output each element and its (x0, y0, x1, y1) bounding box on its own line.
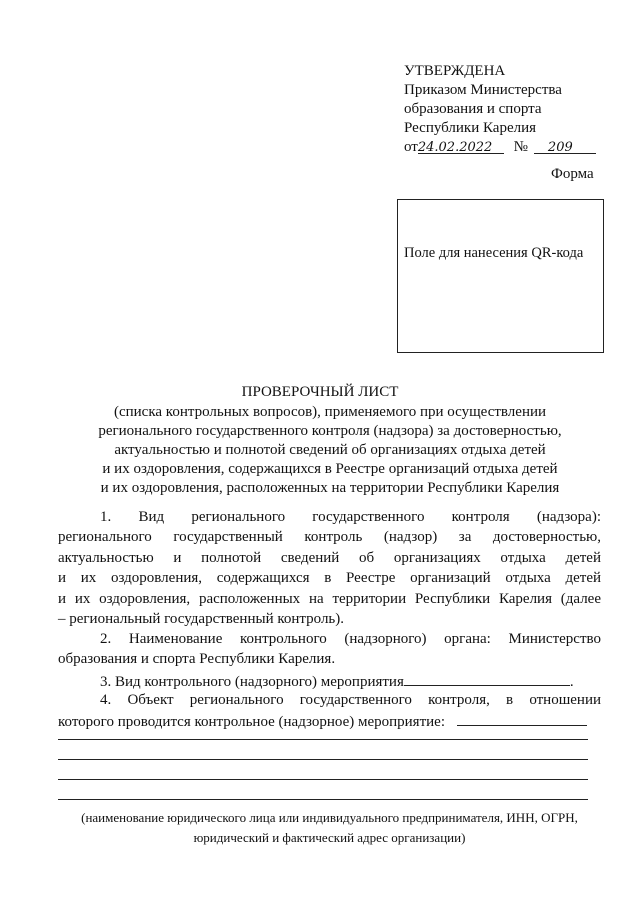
blank-line (58, 759, 588, 760)
subtitle-line: и их оздоровления, содержащихся в Реестре организаций отдыха детей (102, 461, 558, 477)
approval-date-field (418, 138, 504, 154)
event-type-field (404, 670, 570, 686)
approval-date-handwritten: 24.02.2022 (417, 140, 493, 155)
approval-number-field (534, 138, 596, 154)
number-sign: № (513, 139, 528, 155)
caption-line: (наименование юридического лица или индивидуального предпринимателя, ИНН, ОГРН, (81, 810, 578, 825)
caption-line: юридический и фактический адрес организации) (193, 830, 466, 845)
paragraph-line: регионального государственный контроль (надзор) за достоверностью, (58, 529, 601, 546)
item-3-label: 3. Вид контрольного (надзорного) мероприятия (100, 674, 404, 690)
subtitle-line: (списка контрольных вопросов), применяемого при осуществлении (113, 404, 547, 420)
item-4-line-2 (58, 710, 601, 732)
approval-title: УТВЕРЖДЕНА (404, 63, 506, 79)
paragraph-line: 4. Объект регионального государственного контроля, в отношении (100, 692, 601, 708)
blank-line (58, 779, 588, 780)
approval-date-number-line (404, 138, 596, 157)
item-1-paragraph (58, 507, 601, 629)
document-subtitle (60, 403, 600, 498)
document-title: ПРОВЕРОЧНЫЙ ЛИСТ (241, 384, 399, 400)
item-2-paragraph (58, 629, 601, 670)
blank-line (58, 799, 588, 800)
form-label: Форма (551, 166, 594, 182)
paragraph-line: и их оздоровления, расположенных на территории Республики Карелия (далее (58, 590, 601, 607)
paragraph-line: 2. Наименование контрольного (надзорного) органа: Министерство (100, 631, 601, 647)
subtitle-line: и их оздоровления, расположенных на территории Республики Карелия (100, 480, 560, 496)
paragraph-line: образования и спорта Республики Карелия. (58, 651, 336, 668)
paragraph-line: – региональный государственный контроль). (58, 611, 345, 628)
blank-line (58, 739, 588, 740)
approval-line-3: Республики Карелия (404, 120, 537, 136)
subtitle-line: актуальностью и полнотой сведений об организациях отдыха детей (114, 442, 546, 458)
paragraph-line: которого проводится контрольное (надзорное) мероприятие: (58, 714, 445, 731)
approval-line-2: образования и спорта (404, 101, 542, 117)
from-prefix: от (404, 139, 418, 155)
caption (58, 808, 601, 848)
approval-line-1: Приказом Министерства (404, 82, 562, 98)
subtitle-line: регионального государственного контроля (надзора) за достоверностью, (98, 423, 562, 439)
qr-code-box (397, 199, 604, 353)
item-3-end: . (569, 674, 574, 690)
item-4-paragraph (58, 690, 601, 733)
approval-number-handwritten: 209 (547, 140, 573, 155)
paragraph-line: 1. Вид регионального государственного контроля (надзора): (100, 509, 601, 525)
qr-box-label: Поле для нанесения QR-кода (404, 245, 584, 261)
approval-stamp (404, 62, 596, 157)
paragraph-line: и их оздоровления, содержащихся в Реестре организаций отдыха детей (58, 570, 601, 587)
object-field (457, 710, 587, 726)
paragraph-line: актуальностью и полнотой сведений об организациях отдыха детей (58, 549, 601, 566)
